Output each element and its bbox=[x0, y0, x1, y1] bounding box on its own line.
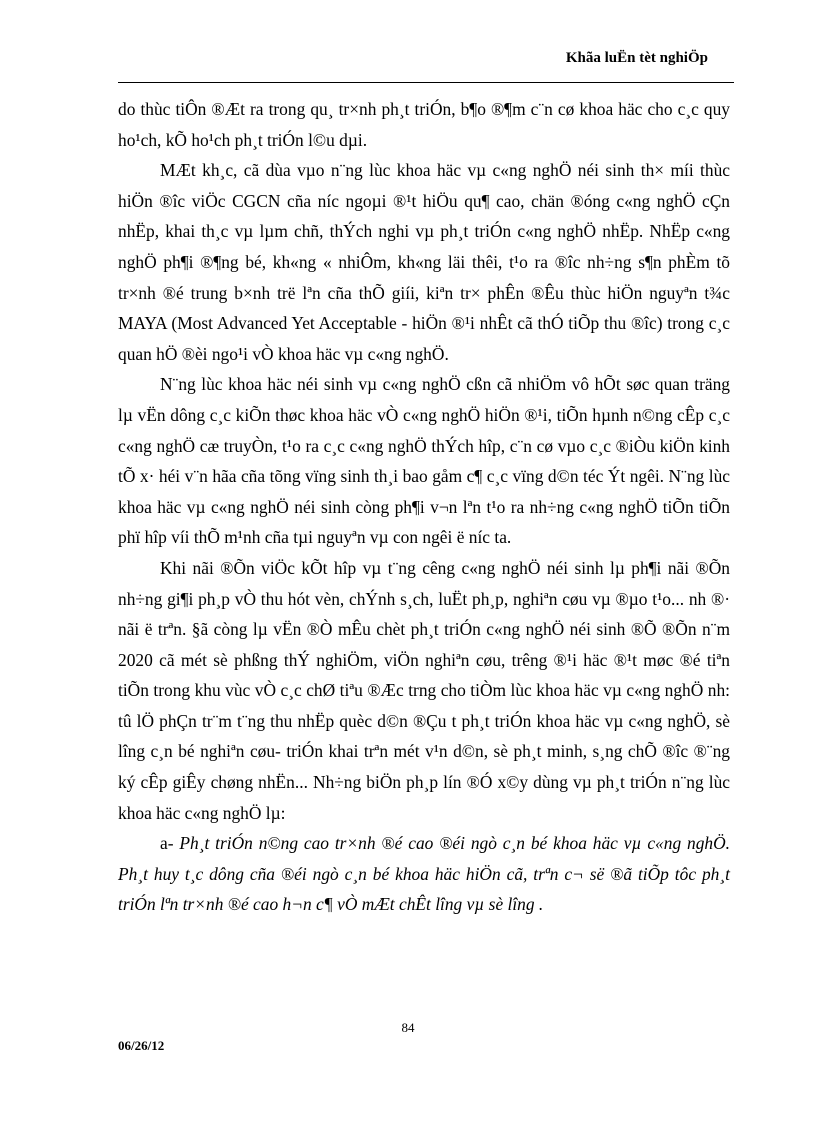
paragraph: N¨ng lùc khoa häc néi sinh vµ c«ng nghÖ cßn cã nhiÖm vô hÕt søc quan träng lµ vËn dông c¸c kiÕn thøc khoa häc vÒ c«ng nghÖ hiÖn ®¹i, tiÕn hµnh n©ng cÊp c¸c c«ng nghÖ cæ truyÒn, t¹o ra c¸c c«ng nghÖ thÝch hîp, c¨n cø vµo c¸c ®iÒu kiÖn kinh tÕ x· héi v¨n hãa cña tõng vïng sinh th¸i bao gåm c¶ c¸c vïng d©n téc Ýt ngêi. N¨ng lùc khoa häc vµ c«ng nghÖ néi sinh còng ph¶i v¬n lªn t¹o ra nh÷ng c«ng nghÖ tiÕn tiÕn phï hîp víi thÕ m¹nh cña tµi nguyªn vµ con ngêi ë níc ta. bbox=[118, 374, 730, 548]
list-item-text: Ph¸t triÓn n©ng cao tr×nh ®é cao ®éi ngò c¸n bé khoa häc vµ c«ng nghÖ. Ph¸t huy t¸c dông cña ®éi ngò c¸n bé khoa häc hiÖn cã, trªn c¬ së ®ã tiÕp tôc ph¸t triÓn lªn tr×nh ®é cao h¬n c¶ vÒ mÆt chÊt lîng vµ sè lîng . bbox=[118, 833, 731, 915]
paragraph-continuation: do thùc tiÔn ®Æt ra trong qu¸ tr×nh ph¸t triÓn, b¶o ®¶m c¨n cø khoa häc cho c¸c quy ho¹ch, kÕ ho¹ch ph¸t triÓn l©u dµi. bbox=[118, 99, 730, 150]
body-text bbox=[118, 94, 730, 920]
page-number: 84 bbox=[401, 1020, 415, 1035]
running-header-title: Khãa luËn tèt nghiÖp bbox=[565, 50, 708, 66]
list-item-label: a- bbox=[160, 833, 180, 854]
list-item-a bbox=[118, 828, 730, 920]
paragraph: Khi nãi ®Õn viÖc kÕt hîp vµ t¨ng cêng c«ng nghÖ néi sinh lµ ph¶i nãi ®Õn nh÷ng gi¶i ph¸p vÒ thu hót vèn, chÝnh s¸ch, luËt ph¸p, nghiªn cøu vµ ®µo t¹o... nh ®· nãi ë trªn. §ã còng lµ vËn ®Ò mÊu chèt ph¸t triÓn c«ng nghÖ néi sinh ®Õ ®Õn n¨m 2020 cã mét sè phßng thÝ nghiÖm, viÖn nghiªn cøu, trêng ®¹i häc ®¹t møc ®é tiªn tiÕn trong khu vùc vÒ c¸c chØ tiªu ®Æc trng cho tiÒm lùc khoa häc vµ c«ng nghÖ nh: tû lÖ phÇn tr¨m t¨ng thu nhËp quèc d©n ®Çu t ph¸t triÓn khoa häc vµ c«ng nghÖ, sè lîng c¸n bé nghiªn cøu- triÓn khai trªn mét v¹n d©n, sè ph¸t minh, s¸ng chÕ ®îc ®¨ng ký cÊp giÊy chøng nhËn... Nh÷ng biÖn ph¸p lín ®Ó x©y dùng vµ ph¸t triÓn n¨ng lùc khoa häc c«ng nghÖ lµ: bbox=[118, 557, 730, 823]
header-divider bbox=[118, 82, 734, 83]
paragraph: MÆt kh¸c, cã dùa vµo n¨ng lùc khoa häc vµ c«ng nghÖ néi sinh th× míi thùc hiÖn ®îc viÖc CGCN cña níc ngoµi ®¹t hiÖu qu¶ cao, chän ®óng c«ng nghÖ cÇn nhËp, khai th¸c vµ lµm chñ, thÝch nghi vµ ph¸t triÓn c«ng nghÖ nhËp. NhËp c«ng nghÖ ph¶i ®¶ng bé, kh«ng « nhiÔm, kh«ng läi thêi, t¹o ra ®îc nh÷ng s¶n phÈm tõ tr×nh ®é trung b×nh trë lªn cña thÕ giíi, kiªn tr× phÊn ®Êu thùc hiÖn nguyªn t¾c MAYA (Most Advanced Yet Acceptable - hiÖn ®¹i nhÊt cã thÓ tiÕp thu ®îc) trong c¸c quan hÖ ®èi ngo¹i vÒ khoa häc vµ c«ng nghÖ. bbox=[118, 160, 730, 364]
footer-date: 06/26/12 bbox=[118, 1038, 165, 1053]
